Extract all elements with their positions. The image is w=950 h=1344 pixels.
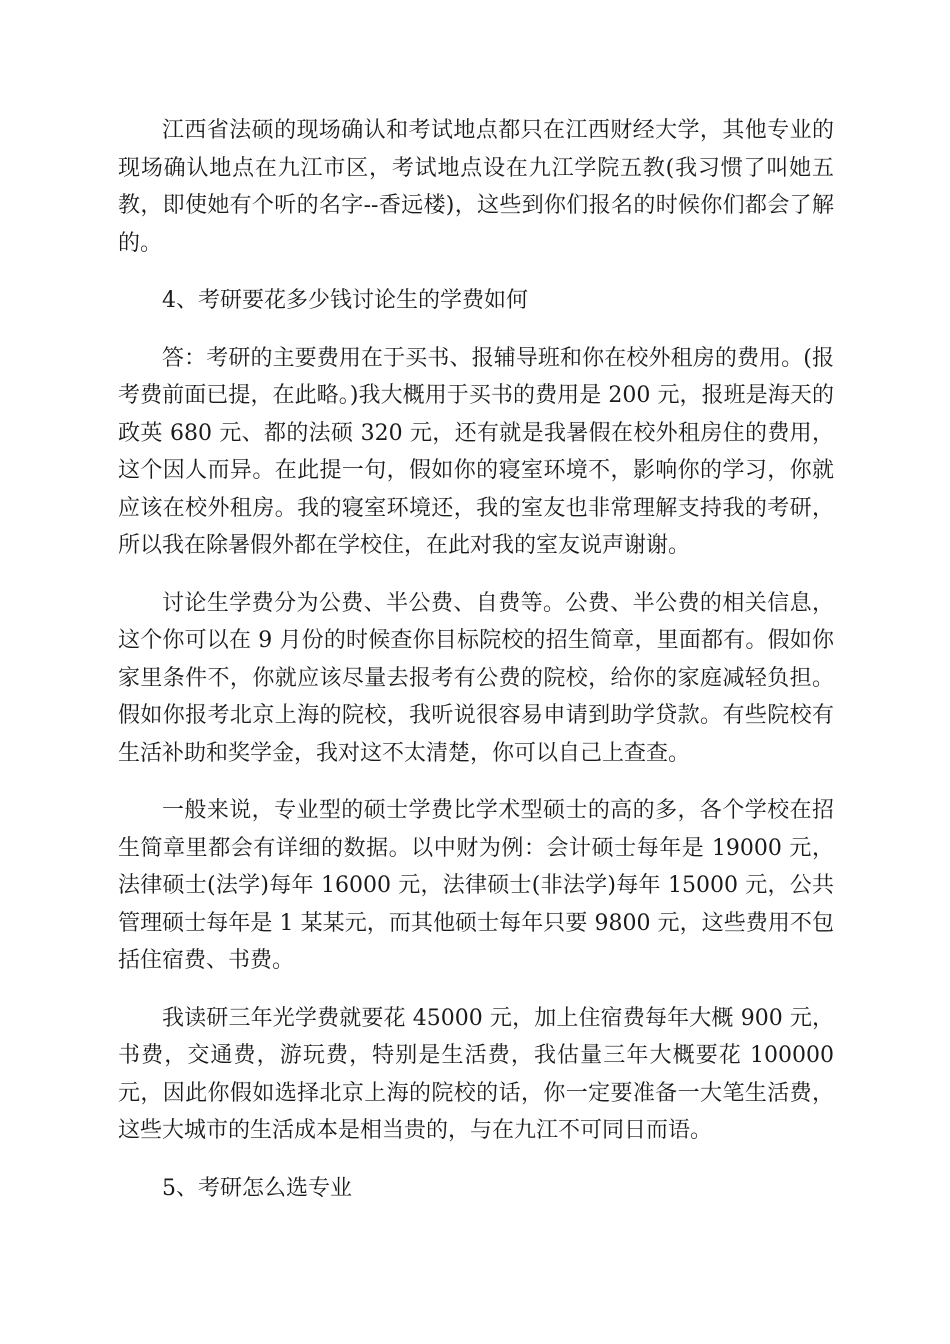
paragraph-exam-location: 江西省法硕的现场确认和考试地点都只在江西财经大学，其他专业的现场确认地点在九江市区，考试地点设在九江学院五教(我习惯了叫她五教，即使她有个听的名字--香远楼)，这些到你们报名的时候你们都会了解的。 [118, 118, 834, 256]
paragraph-total-cost: 我读研三年光学费就要花 45000 元，加上住宿费每年大概 900 元，书费，交通费，游玩费，特别是生活费，我估量三年大概要花 100000 元，因此你假如选择北京上海的院校的话，你一定要准备一大笔生活费，这些大城市的生活成本是相当贵的，与在九江不可同日而语。 [118, 1005, 834, 1143]
section-heading-major: 5、考研怎么选专业 [162, 1175, 352, 1201]
document-body [118, 112, 834, 1227]
paragraph-cost-answer: 答：考研的主要费用在于买书、报辅导班和你在校外租房的费用。(报考费前面已提，在此略。)我大概用于买书的费用是 200 元，报班是海天的政英 680 元、都的法硕 320 元，还有就是我暑假在校外租房住的费用，这个因人而异。在此提一句，假如你的寝室环境不，影响你的学习，你就应该在校外租房。我的寝室环境还，我的室友也非常理解支持我的考研，所以我在除暑假外都在学校住，在此对我的室友说声谢谢。 [118, 345, 834, 558]
paragraph-tuition-types: 讨论生学费分为公费、半公费、自费等。公费、半公费的相关信息，这个你可以在 9 月份的时候查你目标院校的招生简章，里面都有。假如你家里条件不，你就应该尽量去报考有公费的院校，给你的家庭减轻负担。假如你报考北京上海的院校，我听说很容易申请到助学贷款。有些院校有生活补助和奖学金，我对这不太清楚，你可以自己上查查。 [118, 590, 834, 766]
paragraph-tuition-example: 一般来说，专业型的硕士学费比学术型硕士的高的多，各个学校在招生简章里都会有详细的数据。以中财为例：会计硕士每年是 19000 元，法律硕士(法学)每年 16000 元，法律硕士(非法学)每年 15000 元，公共管理硕士每年是 1 某某元，而其他硕士每年只要 9800 元，这些费用不包括住宿费、书费。 [118, 798, 834, 973]
section-heading-cost: 4、考研要花多少钱讨论生的学费如何 [162, 288, 528, 313]
